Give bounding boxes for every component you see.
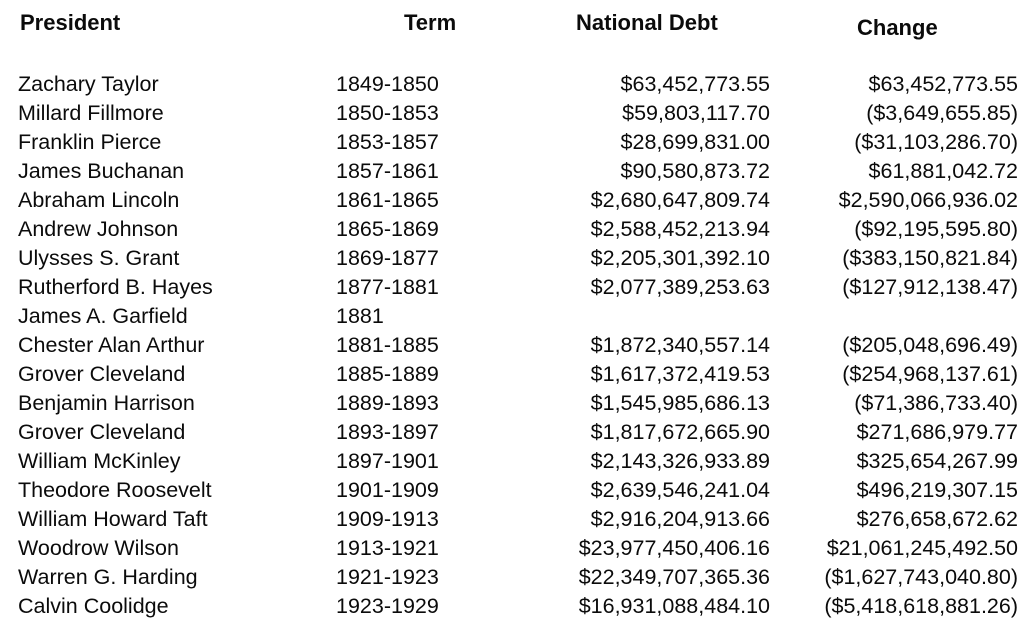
term-years: 1921-1923 (336, 565, 439, 589)
national-debt-value: $1,872,340,557.14 (590, 333, 770, 357)
president-name: Warren G. Harding (18, 565, 198, 589)
national-debt-value: $23,977,450,406.16 (578, 536, 770, 560)
term-years: 1869-1877 (336, 246, 439, 270)
term-years: 1901-1909 (336, 478, 439, 502)
change-value: ($1,627,743,040.80) (824, 565, 1018, 589)
term-years: 1881-1885 (336, 333, 439, 357)
national-debt-value: $63,452,773.55 (620, 72, 770, 96)
national-debt-value: $1,617,372,419.53 (590, 362, 770, 386)
table-row (0, 244, 1024, 273)
president-name: Grover Cleveland (18, 420, 186, 444)
table-row (0, 360, 1024, 389)
term-years: 1865-1869 (336, 217, 439, 241)
term-years: 1877-1881 (336, 275, 439, 299)
change-value: ($31,103,286.70) (854, 130, 1018, 154)
table-row (0, 128, 1024, 157)
change-value: $325,654,267.99 (856, 449, 1018, 473)
national-debt-value: $2,639,546,241.04 (590, 478, 770, 502)
president-name: William McKinley (18, 449, 181, 473)
president-name: Woodrow Wilson (18, 536, 179, 560)
president-name: Rutherford B. Hayes (18, 275, 213, 299)
table-row (0, 389, 1024, 418)
term-years: 1909-1913 (336, 507, 439, 531)
table-row (0, 157, 1024, 186)
term-years: 1913-1921 (336, 536, 439, 560)
term-years: 1889-1893 (336, 391, 439, 415)
term-years: 1857-1861 (336, 159, 439, 183)
change-value: ($71,386,733.40) (854, 391, 1018, 415)
president-name: James Buchanan (18, 159, 185, 183)
president-name: Ulysses S. Grant (18, 246, 180, 270)
term-years: 1861-1865 (336, 188, 439, 212)
change-value: ($205,048,696.49) (842, 333, 1018, 357)
change-value: ($92,195,595.80) (854, 217, 1018, 241)
header-change: Change (857, 15, 938, 40)
change-value: $63,452,773.55 (868, 72, 1018, 96)
table-row (0, 505, 1024, 534)
table-row (0, 534, 1024, 563)
national-debt-value: $2,143,326,933.89 (590, 449, 770, 473)
term-years: 1881 (336, 304, 384, 328)
president-name: James A. Garfield (18, 304, 188, 328)
term-years: 1885-1889 (336, 362, 439, 386)
term-years: 1849-1850 (336, 72, 439, 96)
change-value: $61,881,042.72 (868, 159, 1018, 183)
term-years: 1923-1929 (336, 594, 439, 618)
president-name: Benjamin Harrison (18, 391, 195, 415)
president-name: Franklin Pierce (18, 130, 162, 154)
change-value: $21,061,245,492.50 (826, 536, 1018, 560)
table-row (0, 215, 1024, 244)
national-debt-value: $22,349,707,365.36 (578, 565, 770, 589)
term-years: 1850-1853 (336, 101, 439, 125)
change-value: $271,686,979.77 (856, 420, 1018, 444)
national-debt-value: $90,580,873.72 (620, 159, 770, 183)
change-value: ($383,150,821.84) (842, 246, 1018, 270)
table-row (0, 273, 1024, 302)
national-debt-value: $2,680,647,809.74 (590, 188, 770, 212)
president-name: Grover Cleveland (18, 362, 186, 386)
change-value: ($127,912,138.47) (842, 275, 1018, 299)
national-debt-value: $2,588,452,213.94 (590, 217, 770, 241)
national-debt-value: $1,817,672,665.90 (590, 420, 770, 444)
change-value: ($254,968,137.61) (842, 362, 1018, 386)
national-debt-value: $1,545,985,686.13 (590, 391, 770, 415)
president-name: William Howard Taft (18, 507, 208, 531)
term-years: 1893-1897 (336, 420, 439, 444)
header-president: President (20, 10, 121, 35)
national-debt-value: $2,205,301,392.10 (590, 246, 770, 270)
term-years: 1897-1901 (336, 449, 439, 473)
table-row (0, 186, 1024, 215)
national-debt-value: $2,077,389,253.63 (590, 275, 770, 299)
table-row (0, 418, 1024, 447)
president-name: Abraham Lincoln (18, 188, 180, 212)
table-body (0, 70, 1024, 621)
national-debt-value: $28,699,831.00 (620, 130, 770, 154)
change-value: ($3,649,655.85) (866, 101, 1018, 125)
change-value: ($5,418,618,881.26) (824, 594, 1018, 618)
header-national-debt: National Debt (576, 10, 718, 35)
president-name: Millard Fillmore (18, 101, 164, 125)
table-row (0, 99, 1024, 128)
table-header (0, 10, 1024, 42)
table-row (0, 563, 1024, 592)
president-name: Andrew Johnson (18, 217, 179, 241)
table-row (0, 331, 1024, 360)
president-name: Theodore Roosevelt (18, 478, 212, 502)
table-row (0, 592, 1024, 621)
president-name: Zachary Taylor (18, 72, 159, 96)
header-term: Term (404, 10, 457, 35)
change-value: $496,219,307.15 (856, 478, 1018, 502)
national-debt-value: $2,916,204,913.66 (590, 507, 770, 531)
table-row (0, 302, 1024, 331)
table-row (0, 447, 1024, 476)
table-row (0, 476, 1024, 505)
change-value: $276,658,672.62 (856, 507, 1018, 531)
table-row (0, 70, 1024, 99)
president-name: Chester Alan Arthur (18, 333, 205, 357)
president-name: Calvin Coolidge (18, 594, 169, 618)
term-years: 1853-1857 (336, 130, 439, 154)
national-debt-value: $16,931,088,484.10 (578, 594, 770, 618)
change-value: $2,590,066,936.02 (838, 188, 1018, 212)
national-debt-value: $59,803,117.70 (622, 101, 770, 125)
